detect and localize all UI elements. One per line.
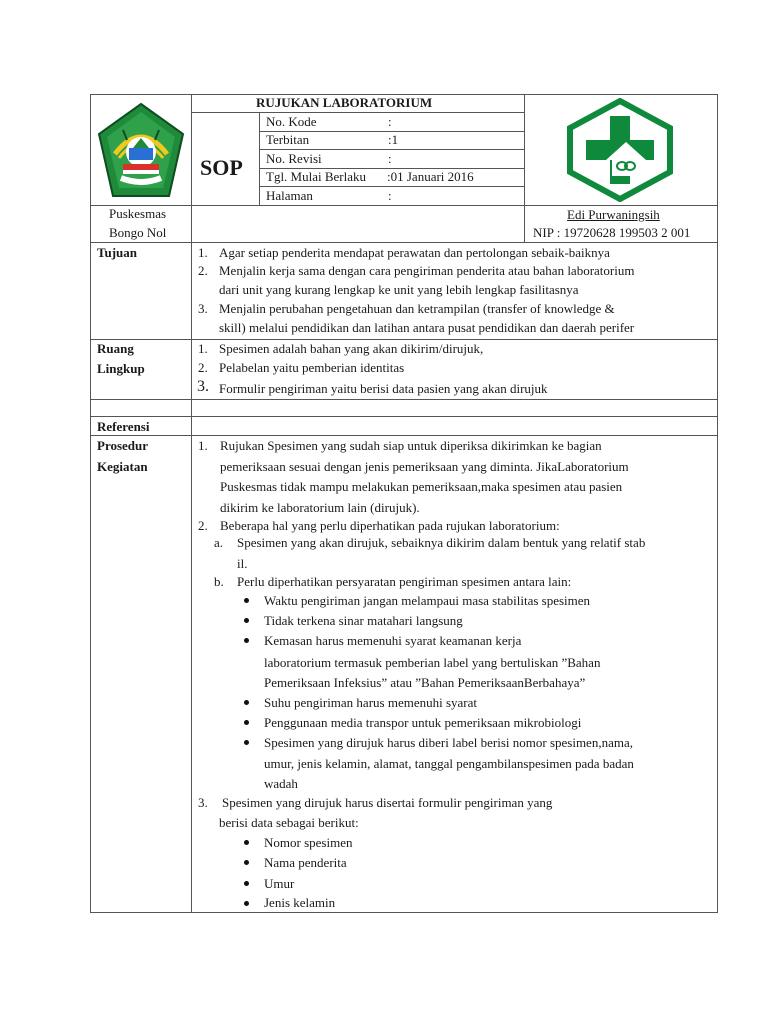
bullet-item-text: Suhu pengiriman harus memenuhi syarat xyxy=(264,695,478,710)
section-label-ruang-line1: Ruang xyxy=(97,341,134,356)
section-label-ruang-line2: Lingkup xyxy=(97,361,145,376)
meta-effective-date-label: Tgl. Mulai Berlaku xyxy=(266,169,367,184)
bullet-item-text: Nama penderita xyxy=(264,855,347,870)
bullet-item-text: Tidak terkena sinar matahari langsung xyxy=(264,613,463,628)
prosedur-step-text: Rujukan Spesimen yang sudah siap untuk diperiksa dikirimkan ke bagian xyxy=(220,438,602,453)
bullet-item-text: Spesimen yang dirujuk harus diberi label berisi nomor spesimen,nama, xyxy=(264,735,633,750)
bullet-item-text: Waktu pengiriman jangan melampaui masa stabilitas spesimen xyxy=(264,593,591,608)
prosedur-substep-letter: a. xyxy=(214,535,224,550)
meta-revision-value: : xyxy=(388,151,392,166)
prosedur-step-text: Puskesmas tidak mampu melakukan pemeriksaan,maka spesimen atau pasien xyxy=(220,479,623,494)
bullet-icon xyxy=(244,860,249,865)
signer-name: Edi Purwaningsih xyxy=(567,207,660,222)
section-label-tujuan: Tujuan xyxy=(97,245,137,260)
tujuan-item-text: dari unit yang kurang lengkap ke unit yang lebih lengkap fasilitasnya xyxy=(219,282,579,297)
sop-label: SOP xyxy=(200,155,243,180)
ruang-item-text: Spesimen adalah bahan yang akan dikirim/dirujuk, xyxy=(219,341,484,356)
ruang-item-text: Formulir pengiriman yaitu berisi data pasien yang akan dirujuk xyxy=(219,381,548,396)
prosedur-substep-text: il. xyxy=(237,556,248,571)
bullet-icon xyxy=(244,618,249,623)
tujuan-item-text: Menjalin kerja sama dengan cara pengiriman penderita atau bahan laboratorium xyxy=(219,263,635,278)
meta-revision-label: No. Revisi xyxy=(266,151,322,166)
ruang-item-number: 1. xyxy=(198,341,208,356)
meta-page-label: Halaman xyxy=(266,188,313,203)
bullet-icon xyxy=(244,901,249,906)
meta-effective-date-value: :01 Januari 2016 xyxy=(387,169,474,184)
document-title: RUJUKAN LABORATORIUM xyxy=(256,95,433,110)
prosedur-step-number: 2. xyxy=(198,518,208,533)
prosedur-substep-letter: b. xyxy=(214,574,224,589)
bullet-icon xyxy=(244,840,249,845)
bullet-icon xyxy=(244,881,249,886)
meta-code-label: No. Kode xyxy=(266,114,317,129)
bullet-icon xyxy=(244,598,249,603)
prosedur-step-text: berisi data sebagai berikut: xyxy=(219,815,359,830)
bullet-icon xyxy=(244,720,249,725)
regional-emblem-logo xyxy=(93,100,189,202)
bullet-item-text: wadah xyxy=(264,776,298,791)
meta-code-value: : xyxy=(388,114,392,129)
ruang-item-number: 3. xyxy=(197,378,209,395)
meta-page-value: : xyxy=(388,188,392,203)
meta-edition-value: :1 xyxy=(388,132,399,147)
bullet-item-text: Pemeriksaan Infeksius” atau ”Bahan PemeriksaanBerbahaya” xyxy=(264,675,586,690)
bullet-item-text: Nomor spesimen xyxy=(264,835,353,850)
meta-edition-label: Terbitan xyxy=(266,132,310,147)
prosedur-step-text: dikirim ke laboratorium lain (dirujuk). xyxy=(220,500,420,515)
tujuan-item-number: 1. xyxy=(198,245,208,260)
bullet-item-text: Umur xyxy=(264,876,295,891)
ruang-item-text: Pelabelan yaitu pemberian identitas xyxy=(219,360,405,375)
section-label-prosedur-line1: Prosedur xyxy=(97,438,149,453)
prosedur-step-number: 3. xyxy=(198,795,208,810)
prosedur-step-number: 1. xyxy=(198,438,208,453)
section-label-prosedur-line2: Kegiatan xyxy=(97,459,148,474)
bullet-item-text: Jenis kelamin xyxy=(264,895,336,910)
prosedur-substep-text: Spesimen yang akan dirujuk, sebaiknya dikirim dalam bentuk yang relatif stab xyxy=(237,535,646,550)
tujuan-item-text: Agar setiap penderita mendapat perawatan dan pertolongan sebaik-baiknya xyxy=(219,245,610,260)
tujuan-item-number: 2. xyxy=(198,263,208,278)
bullet-item-text: umur, jenis kelamin, alamat, tanggal pengambilanspesimen pada badan xyxy=(264,756,634,771)
tujuan-item-text: Menjalin perubahan pengetahuan dan ketrampilan (transfer of knowledge & xyxy=(219,301,615,316)
bullet-icon xyxy=(244,638,249,643)
ruang-item-number: 2. xyxy=(198,360,208,375)
bullet-icon xyxy=(244,700,249,705)
prosedur-step-text: pemeriksaan sesuai dengan jenis pemeriksaan yang diminta. JikaLaboratorium xyxy=(220,459,629,474)
signer-nip: NIP : 19720628 199503 2 001 xyxy=(533,225,691,240)
organization-name-line2: Bongo Nol xyxy=(109,225,167,240)
puskesmas-logo xyxy=(566,98,674,202)
tujuan-item-text: skill) melalui pendidikan dan latihan antara pusat pendidikan dan daerah perifer xyxy=(219,320,635,335)
section-label-referensi: Referensi xyxy=(97,419,150,434)
bullet-item-text: laboratorium termasuk pemberian label yang bertuliskan ”Bahan xyxy=(264,655,601,670)
prosedur-step-text: Beberapa hal yang perlu diperhatikan pada rujukan laboratorium: xyxy=(220,518,560,533)
bullet-item-text: Kemasan harus memenuhi syarat keamanan kerja xyxy=(264,633,522,648)
bullet-icon xyxy=(244,740,249,745)
tujuan-item-number: 3. xyxy=(198,301,208,316)
prosedur-step-text: Spesimen yang dirujuk harus disertai formulir pengiriman yang xyxy=(222,795,553,810)
organization-name-line1: Puskesmas xyxy=(109,206,167,221)
bullet-item-text: Penggunaan media transpor untuk pemeriksaan mikrobiologi xyxy=(264,715,582,730)
prosedur-substep-text: Perlu diperhatikan persyaratan pengiriman spesimen antara lain: xyxy=(237,574,572,589)
